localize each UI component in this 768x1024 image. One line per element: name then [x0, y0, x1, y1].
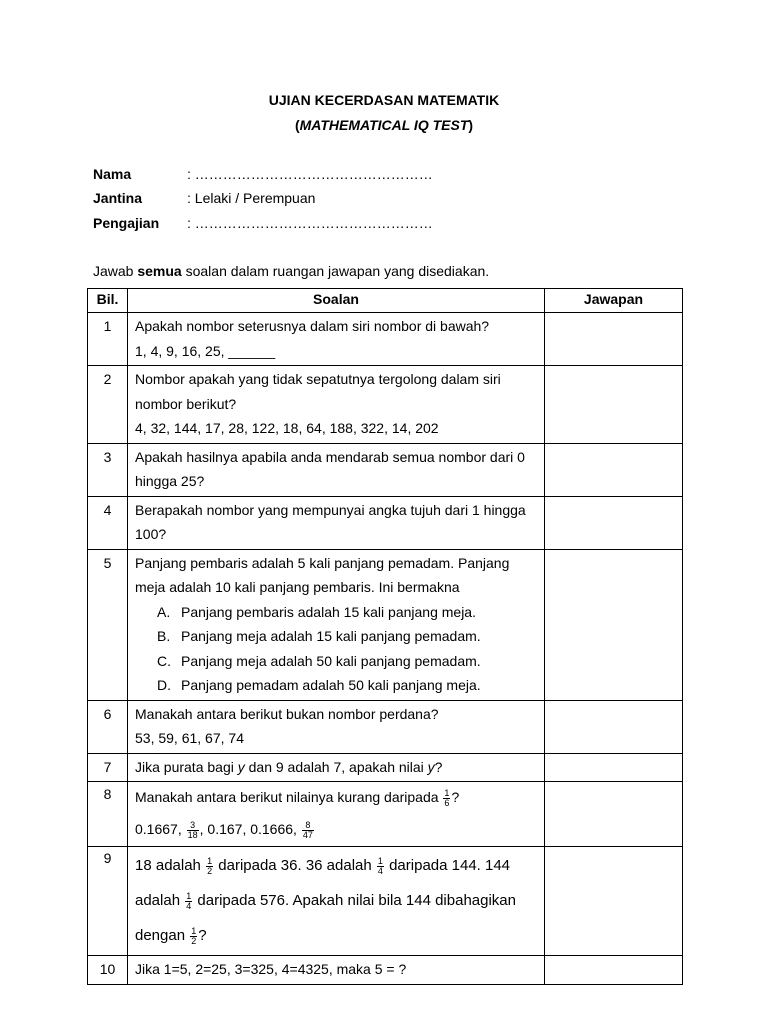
- question-number: 1: [88, 313, 128, 366]
- answer-cell[interactable]: [545, 366, 683, 444]
- question-number: 3: [88, 443, 128, 496]
- question-number: 4: [88, 496, 128, 549]
- table-header-row: [88, 289, 683, 313]
- fraction: $\frac{3}{18}$: [187, 819, 198, 840]
- nama-label: Nama: [93, 166, 132, 182]
- question-number: 10: [88, 956, 128, 985]
- page-title: UJIAN KECERDASAN MATEMATIK: [268, 92, 500, 108]
- jantina-label: Jantina: [93, 190, 143, 206]
- fraction: $\frac{1}{4}$: [377, 855, 383, 876]
- question-table: [87, 288, 683, 985]
- fraction: $\frac{1}{2}$: [207, 855, 213, 876]
- question-text: Jika purata bagi y dan 9 adalah 7, apakah nilai y?: [128, 753, 545, 782]
- option-a: A. Panjang pembaris adalah 15 kali panjang meja.: [157, 603, 476, 620]
- question-number: 8: [88, 782, 128, 847]
- page-subtitle: (MATHEMATICAL IQ TEST): [294, 117, 474, 133]
- answer-cell[interactable]: [545, 549, 683, 700]
- question-text: Nombor apakah yang tidak sepatutnya tergolong dalam siri nombor berikut? 4, 32, 144, 17, 28, 122, 18, 64, 188, 322, 14, 202: [128, 366, 545, 444]
- header-bil: Bil.: [88, 289, 128, 313]
- table-row: [88, 956, 683, 985]
- table-row: [88, 443, 683, 496]
- answer-cell[interactable]: [545, 443, 683, 496]
- nama-value: : ……………………………………………: [187, 166, 433, 182]
- header-soalan: Soalan: [128, 289, 545, 313]
- question-number: 2: [88, 366, 128, 444]
- question-number: 5: [88, 549, 128, 700]
- answer-cell[interactable]: [545, 700, 683, 753]
- fraction: $\frac{1}{6}$: [444, 787, 450, 808]
- instruction: Jawab semua soalan dalam ruangan jawapan yang disediakan.: [93, 263, 490, 279]
- question-number: 7: [88, 753, 128, 782]
- table-row: [88, 700, 683, 753]
- answer-cell[interactable]: [545, 956, 683, 985]
- table-row: [88, 782, 683, 847]
- answer-cell[interactable]: [545, 782, 683, 847]
- question-text: 18 adalah $\frac{1}{2}$ daripada 36. 36 adalah $\frac{1}{4}$ daripada 144. 144 adalah $\frac{1}{4}$ daripada 576. Apakah nilai bila 144 dibahagikan dengan $\frac{1}{2}$ ?: [128, 847, 545, 956]
- option-c: C. Panjang meja adalah 50 kali panjang pemadam.: [157, 652, 481, 669]
- field-nama: [93, 166, 433, 182]
- option-b: B. Panjang meja adalah 15 kali panjang pemadam.: [157, 628, 481, 644]
- question-text: Apakah hasilnya apabila anda mendarab semua nombor dari 0 hingga 25?: [128, 443, 545, 496]
- field-pengajian: [93, 215, 433, 231]
- answer-cell[interactable]: [545, 313, 683, 366]
- question-number: 6: [88, 700, 128, 753]
- question-text: Panjang pembaris adalah 5 kali panjang pemadam. Panjang meja adalah 10 kali panjang pembaris. Ini bermakna A. Panjang pembaris adalah 15 kali panjang meja. B. Panjang meja adalah 15 kali panjang pemadam. C. Panjang meja adalah 50 kali panjang pemadam. D. Panjang pemadam adalah 50 kali panjang meja.: [128, 549, 545, 700]
- table-row: [88, 366, 683, 444]
- field-jantina: [93, 190, 315, 206]
- question-number: 9: [88, 847, 128, 956]
- question-text: Manakah antara berikut nilainya kurang daripada $\frac{1}{6}$ ? 0.1667, $\frac{3}{18}$ , 0.167, 0.1666, $\frac{8}{47}$: [128, 782, 545, 847]
- fraction: $\frac{8}{47}$: [302, 819, 313, 840]
- table-row: [88, 753, 683, 782]
- option-d: D. Panjang pemadam adalah 50 kali panjang meja.: [157, 677, 481, 693]
- pengajian-label: Pengajian: [93, 215, 160, 231]
- question-text: Berapakah nombor yang mempunyai angka tujuh dari 1 hingga 100?: [128, 496, 545, 549]
- answer-cell[interactable]: [545, 847, 683, 956]
- question-text: Apakah nombor seterusnya dalam siri nombor di bawah? 1, 4, 9, 16, 25, ______: [128, 313, 545, 366]
- table-row: [88, 549, 683, 700]
- table-row: [88, 496, 683, 549]
- table-row: [88, 313, 683, 366]
- question-text: Manakah antara berikut bukan nombor perdana? 53, 59, 61, 67, 74: [128, 700, 545, 753]
- pengajian-value: : ……………………………………………: [187, 215, 433, 231]
- answer-cell[interactable]: [545, 753, 683, 782]
- header-jawapan: Jawapan: [545, 289, 683, 313]
- fraction: $\frac{1}{2}$: [191, 925, 197, 946]
- table-row: [88, 847, 683, 956]
- jantina-value: : Lelaki / Perempuan: [187, 190, 316, 206]
- question-text: Jika 1=5, 2=25, 3=325, 4=4325, maka 5 = ?: [128, 956, 545, 985]
- fraction: $\frac{1}{4}$: [186, 890, 192, 911]
- answer-cell[interactable]: [545, 496, 683, 549]
